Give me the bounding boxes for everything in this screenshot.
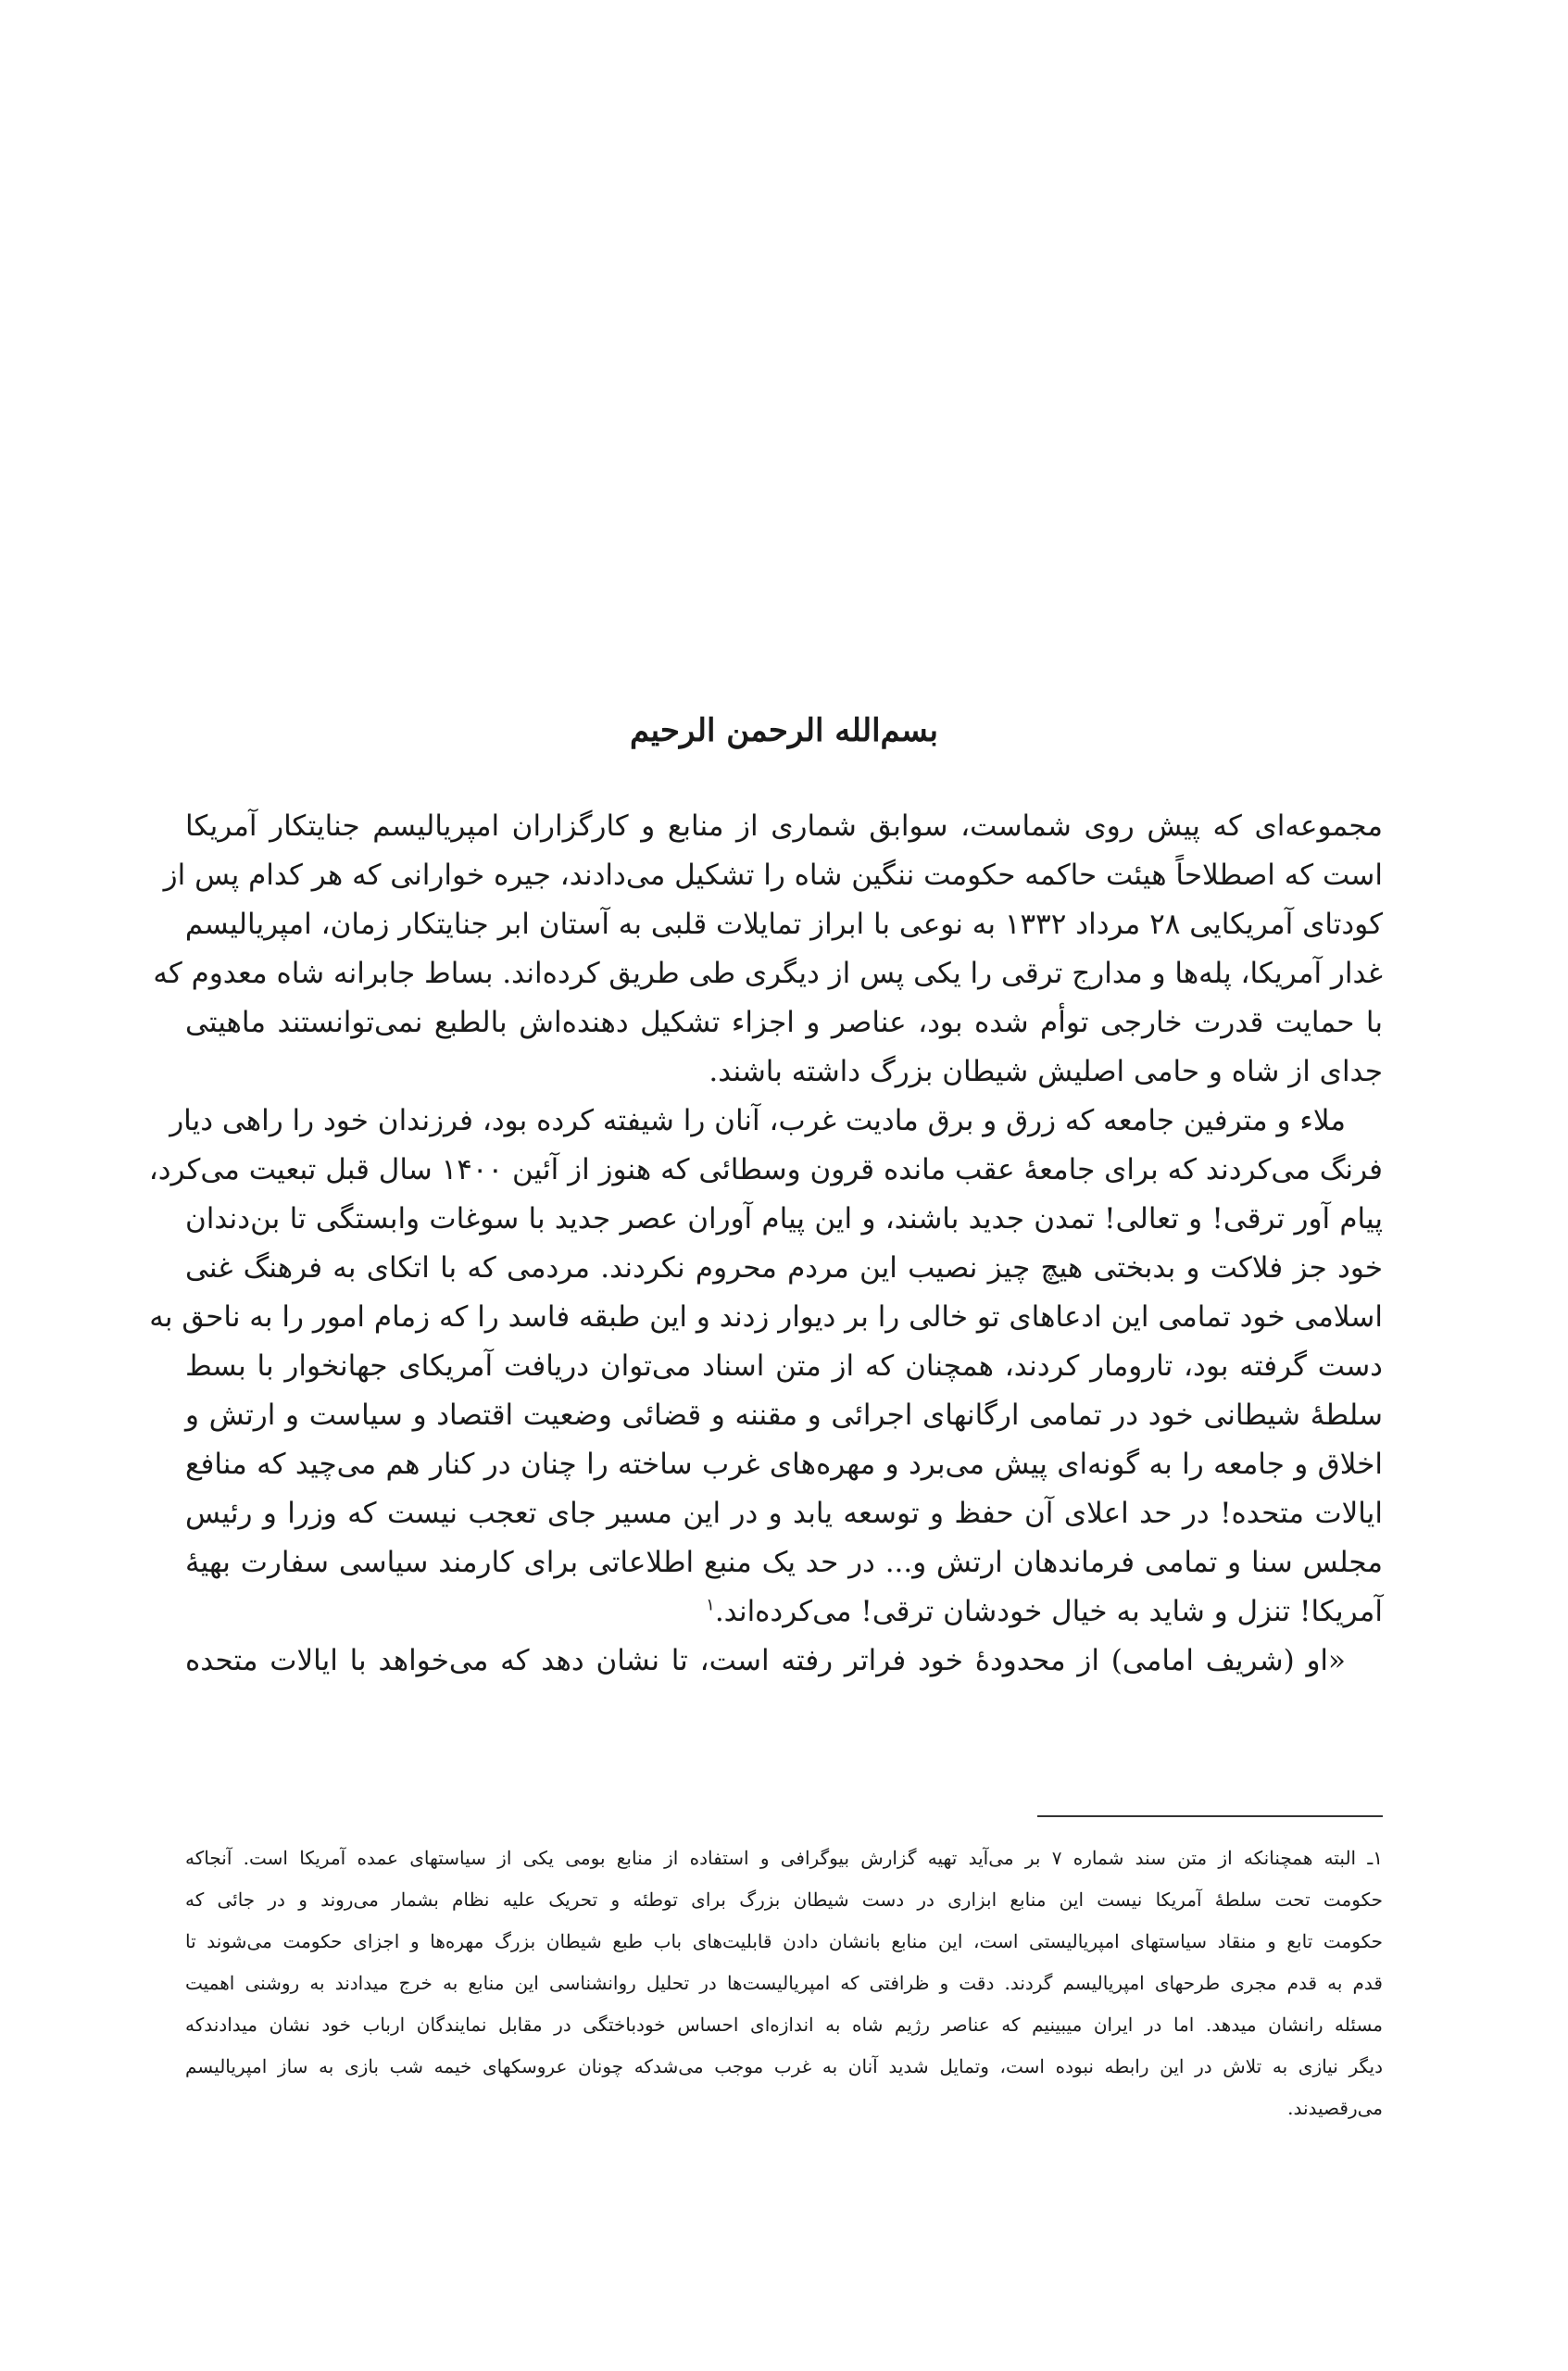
- body-line: دست گرفته بود، تارومار کردند، همچنان که از متن اسناد می‌توان دریافت آمریکای جهانخوار با بسط: [185, 1349, 1383, 1383]
- body-text: [148, 802, 1383, 1686]
- body-line: «او (شریف امامی) از محدودهٔ خود فراتر رفته است، تا نشان دهد که می‌خواهد با ایالات متحده: [185, 1644, 1346, 1677]
- body-line-with-footnote: [185, 1587, 1383, 1637]
- footnote-line: حکومت تحت سلطهٔ آمریکا نیست این منابع ابزاری در دست شیطان بزرگ برای توطئه و تحریک علیه نظام بشمار می‌روند و در جائی که: [185, 1888, 1383, 1911]
- body-line: ملاء و مترفین جامعه که زرق و برق مادیت غرب، آنان را شیفته کرده بود، فرزندان خود را راهی دیار: [169, 1104, 1346, 1137]
- body-line: فرنگ می‌کردند که برای جامعهٔ عقب مانده قرون وسطائی که هنوز از آئین ۱۴۰۰ سال قبل تبعیت می‌کرد،: [148, 1153, 1383, 1186]
- body-line: اخلاق و جامعه را به گونه‌ای پیش می‌برد و مهره‌های غرب ساخته را چنان در کنار هم می‌چید که منافع: [185, 1448, 1383, 1481]
- body-line: کودتای آمریکایی ۲۸ مرداد ۱۳۳۲ به نوعی با ابراز تمایلات قلبی به آستان ابر جنایتکار زمان، امپریالیسم: [184, 908, 1383, 941]
- footnote: [185, 1838, 1383, 2129]
- body-line: است که اصطلاحاً هیئت حاکمه حکومت ننگین شاه را تشکیل می‌دادند، جیره خوارانی که هر کدام پس از: [163, 859, 1383, 892]
- footnote-line: می‌رقصیدند.: [1287, 2097, 1383, 2119]
- footnote-line: دیگر نیازی به تلاش در این رابطه نبوده است، وتمایل شدید آنان به غرب موجب می‌شدکه چونان عروسکهای خیمه شب بازی به ساز امپریالیسم: [185, 2055, 1383, 2077]
- body-line: خود جز فلاکت و بدبختی هیچ چیز نصیب این مردم محروم نکردند. مردمی که با اتکای به فرهنگ غنی: [185, 1251, 1383, 1285]
- body-line-text: آمریکا! تنزل و شاید به خیال خودشان ترقی! می‌کرده‌اند.: [714, 1595, 1383, 1628]
- page-heading: بسم‌الله الرحمن الرحیم: [630, 712, 938, 749]
- footnote-line: قدم به قدم مجری طرحهای امپریالیسم گردند. دقت و ظرافتی که امپریالیست‌ها در تحلیل روانشناسی این منابع به خرج میدادند به روشنی اهمیت: [185, 1972, 1383, 1994]
- body-line: با حمایت قدرت خارجی توأم شده بود، عناصر و اجزاء تشکیل دهنده‌اش بالطبع نمی‌توانستند ماهیتی: [185, 1006, 1383, 1039]
- body-line: ایالات متحده! در حد اعلای آن حفظ و توسعه یابد و در این مسیر جای تعجب نیست که وزرا و رئیس: [185, 1497, 1383, 1530]
- footnote-reference: ۱: [706, 1595, 715, 1615]
- body-line: مجلس سنا و تمامی فرماندهان ارتش و... در حد یک منبع اطلاعاتی برای کارمند سیاسی سفارت بهیهٔ: [185, 1546, 1383, 1579]
- body-line: غدار آمریکا، پله‌ها و مدارج ترقی را یکی پس از دیگری طی طریق کرده‌اند. بساط جابرانه شاه معدوم که: [153, 957, 1383, 990]
- footnote-separator: [1037, 1815, 1383, 1817]
- body-line: مجموعه‌ای که پیش روی شماست، سوابق شماری از منابع و کارگزاران امپریالیسم جنایتکار آمریکا: [185, 809, 1383, 843]
- body-line: اسلامی خود تمامی این ادعاهای تو خالی را بر دیوار زدند و این طبقه فاسد را که زمام امور را به ناحق به: [149, 1300, 1383, 1334]
- footnote-line: مسئله رانشان میدهد. اما در ایران میبینیم که عناصر رژیم شاه به اندازه‌ای احساس خودباختگی در مقابل نمایندگان ارباب خود نشان میدادندکه: [185, 2013, 1383, 2036]
- footnote-line: حکومت تابع و منقاد سیاستهای امپریالیستی است، این منابع بانشان دادن قابلیت‌های باب طبع شیطان بزرگ مهره‌ها و اجزای حکومت می‌شوند تا: [185, 1930, 1384, 1952]
- footnote-line: ۱ـ البته همچنانکه از متن سند شماره ۷ بر می‌آید تهیه گزارش بیوگرافی و استفاده از منابع بومی یکی از سیاستهای عمده آمریکا است. آنجاکه: [185, 1847, 1383, 1869]
- body-line: سلطهٔ شیطانی خود در تمامی ارگانهای اجرائی و مقننه و قضائی وضعیت اقتصاد و سیاست و ارتش و: [185, 1399, 1383, 1432]
- body-line: جدای از شاه و حامی اصلیش شیطان بزرگ داشته باشند.: [709, 1055, 1383, 1088]
- body-line: پیام آور ترقی! و تعالی! تمدن جدید باشند، و این پیام آوران عصر جدید با سوغات وابستگی تا بن‌دندان: [185, 1202, 1383, 1236]
